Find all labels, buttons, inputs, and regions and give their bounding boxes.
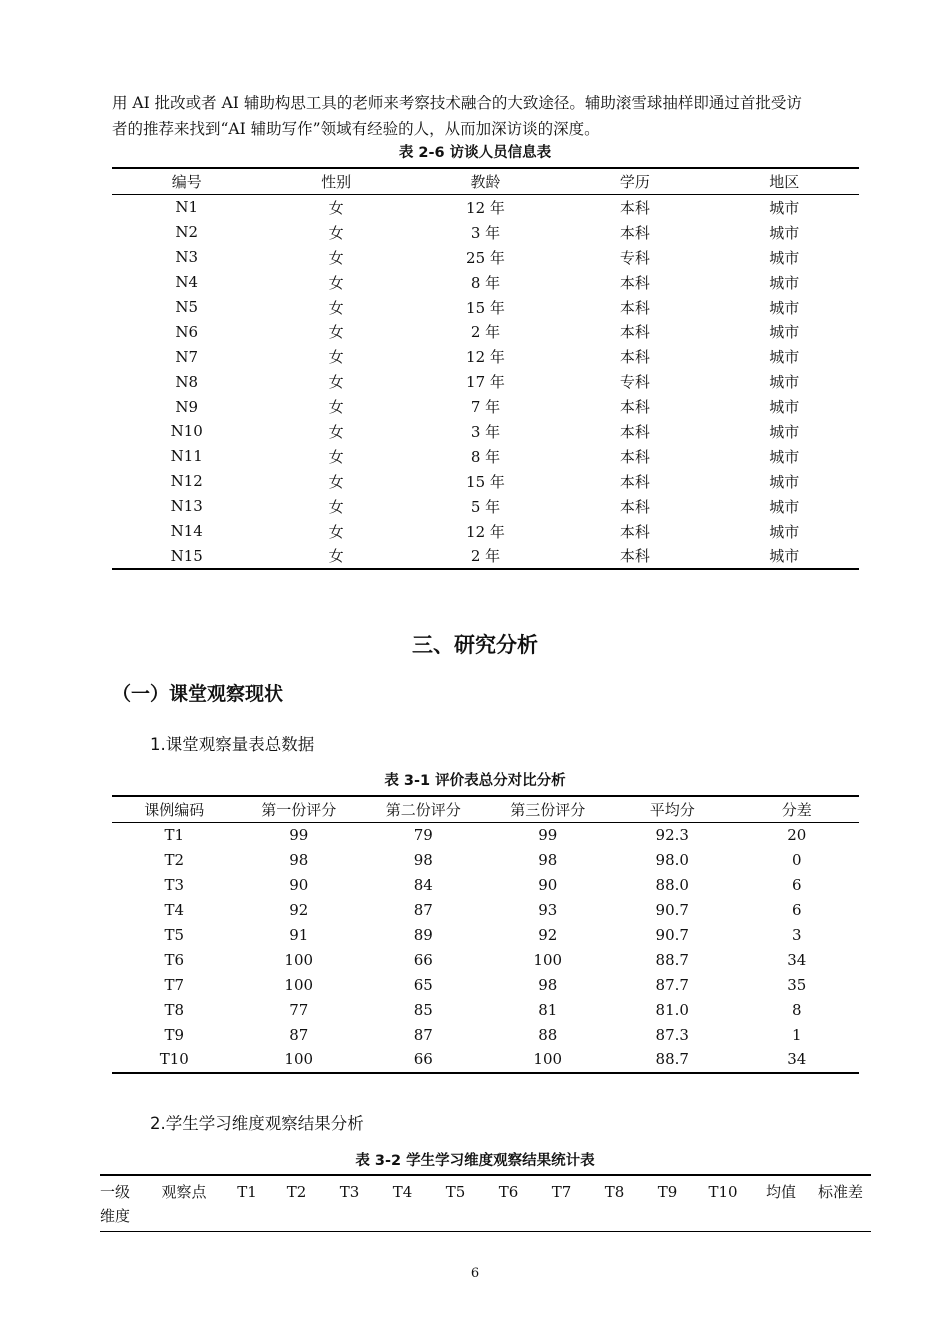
table-cell: T10	[112, 1047, 237, 1073]
table-cell: 87	[289, 1025, 309, 1044]
table-cell: 城市	[769, 447, 800, 466]
table-cell: 100	[486, 1047, 611, 1073]
column-header: 课例编码	[112, 796, 237, 823]
table-cell: 本科	[619, 223, 650, 242]
table-cell: 女	[328, 373, 344, 392]
table-cell: 98.0	[655, 851, 689, 870]
table-cell: 本科	[619, 472, 650, 491]
table-cell: N14	[170, 522, 203, 541]
table-cell: 81.0	[655, 1000, 689, 1019]
table-cell: 90.7	[655, 926, 689, 944]
table-row	[112, 823, 859, 848]
table-cell: T5	[164, 926, 185, 944]
table-cell: 99	[538, 826, 558, 845]
table-cell: 女	[328, 422, 344, 441]
table-cell: N2	[175, 223, 199, 242]
table-row	[112, 972, 859, 997]
table-cell: 87	[413, 1025, 433, 1044]
table-cell: 2 年	[470, 323, 501, 342]
table-row	[112, 873, 859, 898]
table-cell: T1	[164, 826, 185, 845]
table-cell: 98	[413, 851, 433, 870]
table-cell: N3	[175, 248, 199, 267]
column-header: T7	[535, 1175, 588, 1232]
table-row	[112, 394, 859, 419]
table-cell: 女	[328, 198, 344, 217]
table-cell: 98	[538, 975, 558, 994]
column-header: 分差	[735, 796, 860, 823]
table-cell: 专科	[619, 373, 650, 392]
table-cell: 90	[538, 876, 558, 895]
table-cell: 6	[791, 901, 802, 920]
column-header: 地区	[710, 168, 859, 195]
table-cell: 本科	[619, 298, 650, 317]
table-2-6-caption: 表 2-6 访谈人员信息表	[398, 145, 552, 161]
table-cell: 100	[284, 975, 314, 994]
column-header: 学历	[560, 168, 709, 195]
table-cell: 77	[289, 1000, 309, 1019]
column-header: T1	[224, 1175, 270, 1232]
table-cell: 城市	[769, 198, 800, 217]
table-cell: 本科	[619, 323, 650, 342]
table-cell: 本科	[619, 422, 650, 441]
table-cell: 88.7	[610, 1047, 735, 1073]
table-cell: N13	[170, 497, 203, 516]
table-cell: N6	[175, 322, 199, 341]
table-cell: 87	[413, 901, 433, 920]
column-header: 编号	[112, 168, 261, 195]
table-cell: N7	[175, 347, 199, 366]
table-cell: N10	[170, 422, 203, 441]
table-cell: 20	[787, 826, 807, 845]
table-cell: 100	[533, 950, 563, 969]
table-row	[112, 444, 859, 469]
table-cell: 17 年	[466, 373, 505, 392]
table-cell: 8 年	[470, 273, 501, 292]
section-title: 三、研究分析	[412, 633, 538, 657]
table-cell: T4	[164, 901, 185, 920]
table-row	[112, 369, 859, 394]
table-cell: 15 年	[466, 298, 505, 317]
table-cell: 城市	[710, 543, 859, 569]
table-row	[112, 494, 859, 519]
table-cell: N9	[175, 397, 199, 416]
table-cell: 8	[791, 1000, 802, 1019]
table-row	[112, 245, 859, 270]
table-row	[112, 1047, 859, 1073]
table-cell: 本科	[560, 543, 709, 569]
table-cell: 本科	[619, 348, 650, 367]
table-cell: 90	[289, 876, 309, 895]
column-header: T10	[694, 1175, 752, 1232]
table-cell: 城市	[769, 298, 800, 317]
table-row	[112, 469, 859, 494]
table-cell: 城市	[769, 348, 800, 367]
table-cell: 8 年	[470, 447, 501, 466]
table-cell: N15	[112, 543, 261, 569]
table-cell: 88.0	[655, 876, 689, 895]
table-cell: 89	[413, 926, 433, 944]
column-header: 均值	[752, 1175, 810, 1232]
table-cell: 66	[361, 1047, 486, 1073]
table-cell: 女	[328, 497, 344, 516]
table-cell: 88	[538, 1025, 558, 1044]
table-cell: 12 年	[466, 198, 505, 217]
table-cell: 城市	[769, 273, 800, 292]
table-cell: 女	[328, 323, 344, 342]
table-row	[112, 344, 859, 369]
table-cell: 城市	[769, 373, 800, 392]
table-cell: 女	[328, 223, 344, 242]
table-cell: 女	[328, 248, 344, 267]
column-header: 平均分	[610, 796, 735, 823]
table-cell: T9	[164, 1025, 185, 1044]
table-cell: 6	[791, 876, 802, 895]
table-cell: 2 年	[411, 543, 560, 569]
column-header: T5	[429, 1175, 482, 1232]
table-row	[112, 997, 859, 1022]
table-cell: 66	[413, 950, 433, 969]
table-cell: 城市	[769, 323, 800, 342]
subsection-title: （一）课堂观察现状	[112, 683, 284, 705]
column-header: T8	[588, 1175, 641, 1232]
table-cell: 91	[289, 926, 309, 944]
table-cell: T7	[164, 975, 185, 994]
table-cell: 85	[413, 1000, 433, 1019]
table-cell: N4	[175, 273, 199, 292]
table-cell: N12	[170, 472, 203, 491]
table-cell: 城市	[769, 472, 800, 491]
table-cell: 98	[538, 851, 558, 870]
table-cell: 12 年	[466, 522, 505, 541]
column-header: T9	[641, 1175, 694, 1232]
table-cell: 女	[328, 298, 344, 317]
column-header: T2	[270, 1175, 323, 1232]
column-header: 教龄	[411, 168, 560, 195]
table-cell: 100	[284, 950, 314, 969]
table-row	[112, 519, 859, 544]
table-row	[112, 295, 859, 320]
column-header: T6	[482, 1175, 535, 1232]
table-cell: 女	[328, 522, 344, 541]
table-cell: 25 年	[466, 248, 505, 267]
table-cell: 城市	[769, 248, 800, 267]
table-cell: 98	[289, 851, 309, 870]
column-header: 第一份评分	[237, 796, 362, 823]
table-cell: 81	[538, 1000, 558, 1019]
column-header: 标准差	[810, 1175, 871, 1232]
column-header: 第三份评分	[486, 796, 611, 823]
table-cell: 本科	[619, 398, 650, 417]
table-cell: 城市	[769, 398, 800, 417]
interviewee-info-table	[112, 167, 859, 570]
table-cell: 99	[289, 826, 309, 845]
table-cell: 100	[237, 1047, 362, 1073]
table-row	[112, 270, 859, 295]
table-cell: 3	[791, 926, 802, 944]
table-cell: 1	[791, 1025, 802, 1044]
table-cell: 本科	[619, 522, 650, 541]
table-cell: 女	[328, 273, 344, 292]
table-cell: 3 年	[470, 223, 501, 242]
table-cell: 84	[413, 876, 433, 895]
table-cell: 本科	[619, 447, 650, 466]
column-header: 性别	[261, 168, 410, 195]
student-learning-dimension-table	[100, 1174, 871, 1232]
table-cell: 79	[413, 826, 433, 845]
column-header: 第二份评分	[361, 796, 486, 823]
table-cell: 本科	[619, 198, 650, 217]
table-cell: 87.3	[655, 1025, 689, 1044]
table-cell: 87.7	[655, 975, 689, 994]
table-cell: T3	[164, 876, 185, 895]
table-cell: N11	[170, 447, 203, 466]
table-cell: 92	[289, 901, 309, 920]
table-cell: 女	[328, 398, 344, 417]
table-cell: N1	[175, 198, 199, 217]
page-number: 6	[470, 1266, 480, 1281]
table-row	[112, 195, 859, 220]
paragraph-line: 用 AI 批改或者 AI 辅助构思工具的老师来考察技术融合的大致途径。辅助滚雪球抽样即通过首批受访	[112, 94, 802, 112]
table-cell: 92	[538, 926, 558, 944]
table-cell: 城市	[769, 422, 800, 441]
column-header: 观察点	[144, 1175, 224, 1232]
table-cell: 7 年	[470, 398, 501, 417]
table-cell: 90.7	[655, 901, 689, 920]
table-row	[112, 898, 859, 923]
table-cell: 34	[735, 1047, 860, 1073]
table-cell: 本科	[619, 497, 650, 516]
table-cell: 5 年	[470, 497, 501, 516]
table-cell: N5	[175, 298, 199, 316]
heading-student-learning-dimension: 2.学生学习维度观察结果分析	[150, 1114, 364, 1133]
table-cell: 城市	[769, 522, 800, 541]
table-cell: 3 年	[470, 422, 501, 441]
table-cell: 城市	[769, 497, 800, 516]
table-row	[112, 319, 859, 344]
heading-classroom-scale-data: 1.课堂观察量表总数据	[150, 735, 315, 754]
table-row	[112, 1022, 859, 1047]
intro-paragraph	[112, 90, 858, 142]
table-cell: 城市	[769, 223, 800, 242]
table-3-2-caption: 表 3-2 学生学习维度观察结果统计表	[355, 1153, 595, 1169]
table-cell: 女	[328, 447, 344, 466]
table-cell: 本科	[619, 273, 650, 292]
table-row	[112, 419, 859, 444]
table-cell: 35	[787, 975, 807, 994]
table-cell: 12 年	[466, 348, 505, 367]
table-cell: N8	[175, 372, 199, 391]
table-row	[112, 848, 859, 873]
table-row	[112, 543, 859, 569]
table-cell: 专科	[619, 248, 650, 267]
table-cell: T8	[164, 1000, 185, 1019]
column-header: 一级维度	[100, 1175, 144, 1232]
table-cell: 34	[787, 950, 807, 969]
paragraph-line: 者的推荐来找到“AI 辅助写作”领域有经验的人，从而加深访谈的深度。	[112, 120, 600, 138]
table-row	[112, 947, 859, 972]
table-cell: T2	[164, 851, 185, 870]
column-header: T4	[376, 1175, 429, 1232]
table-cell: 93	[538, 901, 558, 920]
table-cell: 88.7	[655, 950, 689, 969]
table-cell: 女	[328, 472, 344, 491]
table-cell: T6	[164, 950, 185, 969]
column-header: T3	[323, 1175, 376, 1232]
table-cell: 女	[261, 543, 410, 569]
table-cell: 15 年	[466, 472, 505, 491]
table-3-1-caption: 表 3-1 评价表总分对比分析	[384, 773, 566, 789]
score-comparison-table	[112, 795, 859, 1074]
table-cell: 92.3	[655, 826, 689, 845]
table-row	[112, 923, 859, 948]
table-cell: 0	[791, 851, 802, 870]
table-cell: 65	[413, 975, 433, 994]
table-cell: 女	[328, 348, 344, 367]
table-row	[112, 220, 859, 245]
